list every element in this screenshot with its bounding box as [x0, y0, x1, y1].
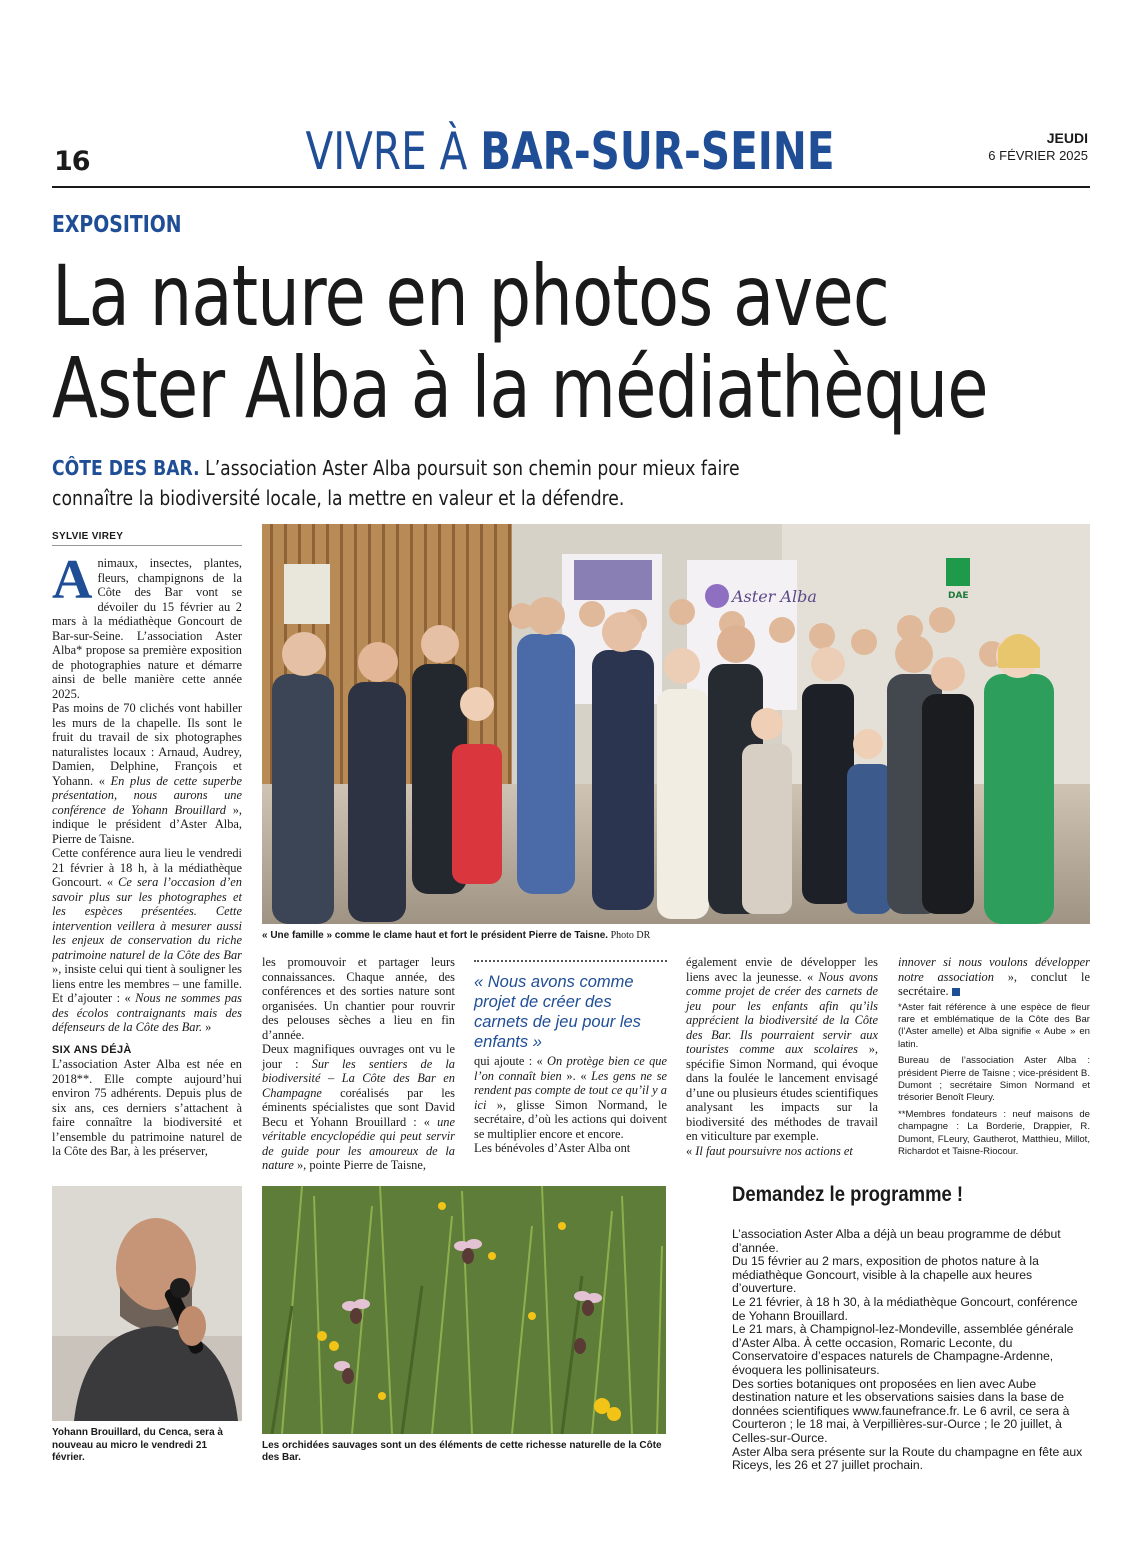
dae-sign: DAE: [948, 591, 969, 601]
paragraph: également envie de développer les liens avec la jeunesse. « Nous avons comme projet de créer des carnets de jeu pour les enfants afin qu’ils apprécient la biodiversité de la Côte des Bar. Ils pourraient servir aux touristes comme aux scolaires », spécifie Simon Normand, qui évoque dans la foulée le lancement envisagé d’une ou plusieurs études scientifiques analysant les impacts sur la biodiversité des méthodes de travail en viticulture par exemple.: [686, 955, 879, 1143]
masthead-section: VIVRE À: [305, 122, 468, 182]
speaker-photo-illustration: [52, 1186, 242, 1421]
photo-credit: Photo DR: [608, 930, 651, 941]
programme-item: Le 21 février, à 18 h 30, à la médiathèque Goncourt, conférence de Yohann Brouillard.: [732, 1294, 1078, 1323]
chapeau-kicker: CÔTE DES BAR.: [52, 456, 200, 480]
programme-item: Des sorties botaniques ont proposées en lien avec Aube destination nature et les observations saisies dans la base de données scientifiques www.faunefrance.fr. Le 6 avril, ce sera à Courteron ; le 18 mai, à Verpillières-sur-Ource ; le 20 juillet, à Celles-sur-Ource.: [732, 1376, 1070, 1445]
group-photo: [262, 524, 1090, 924]
subhead: SIX ANS DÉJÀ: [52, 1043, 132, 1056]
programme-item: Du 15 février au 2 mars, exposition de photos nature à la médiathèque Goncourt, visible à la chapelle aux heures d’ouverture.: [732, 1254, 1039, 1296]
issue-date: [960, 130, 1088, 164]
issue-full-date: 6 FÉVRIER 2025: [988, 148, 1088, 163]
dropcap: A: [52, 549, 93, 611]
paragraph: Cette conférence aura lieu le vendredi 21 février à 18 h, à la médiathèque Goncourt. « Ce sera l’occasion d’en savoir plus sur les photographes et les espèces présentées. Cette intervention veillera à mesurer aussi les enjeux de conservation du riche patrimoine naturel de la Côte des Bar », insiste celui qui tient à souligner les liens entre les membres – une famille. Et d’ajouter : « Nous ne sommes pas des écolos contraignants mais des défenseurs de la Côte des Bar. »: [52, 846, 242, 1034]
group-photo-illustration: [262, 524, 1090, 924]
rubric: EXPOSITION: [52, 212, 182, 238]
paragraph: innover si nous voulons développer notre association », conclut le secrétaire.: [898, 955, 1090, 998]
headline-line-1: La nature en photos avec: [52, 247, 890, 345]
issue-day: JEUDI: [1046, 130, 1088, 146]
banner-text: Aster Alba: [732, 587, 817, 606]
paragraph: qui ajoute : « On protège bien ce que l’on connaît bien ». « Les gens ne se rendent pas compte de tout ce qu’il y a ici », glisse Simon Normand, le secrétaire, d’où les actions qui doivent se multiplier encore et encore.: [474, 1054, 668, 1141]
programme-item: L’association Aster Alba a déjà un beau programme de début d’année.: [732, 1227, 1061, 1255]
programme-title: Demandez le programme !: [732, 1183, 964, 1206]
paragraph: Deux magnifiques ouvrages ont vu le jour : Sur les sentiers de la biodiversité – La Côte des Bar en Champagne coréalisés par les éminents spécialistes que sont David Becu et Yohann Brouillard : « une véritable encyclopédie qui peut servir de guide pour les amoureux de la nature », pointe Pierre de Taisne,: [262, 1042, 455, 1172]
pullquote: « Nous avons comme projet de créer des carnets de jeu pour les enfants »: [474, 973, 641, 1051]
paragraph: Pas moins de 70 clichés vont habiller les murs de la chapelle. Ils sont le fruit du travail de six photographes naturalistes locaux : Arnaud, Audrey, Damien, Delphine, François et Yohann. « En plus de cette superbe présentation, nous aurons une conférence de Yohann Brouillard », indique le président d’Aster Alba, Pierre de Taisne.: [52, 701, 242, 846]
footnotes: [898, 1002, 1090, 1159]
headline-line-2: Aster Alba à la médiathèque: [52, 339, 988, 437]
masthead: [125, 122, 1014, 182]
paragraph: L’association Aster Alba est née en 2018**. Elle compte aujourd’hui environ 75 adhérents. Depuis plus de six ans, ces derniers s’attachent à faire connaître la biodiversité et l’ensemble du patrimoine naturel de la Côte des Bar, à les préserver,: [52, 1057, 242, 1158]
article-column-4: [686, 955, 878, 1158]
headline: [52, 247, 988, 437]
pullquote-rule: [474, 960, 667, 962]
orchid-caption: Les orchidées sauvages sont un des éléments de cette richesse naturelle de la Côte des Bar.: [262, 1440, 662, 1463]
paragraph: Les bénévoles d’Aster Alba ont: [474, 1141, 631, 1155]
paragraph: « Il faut poursuivre nos actions et: [686, 1143, 853, 1158]
orchid-photo-illustration: [262, 1186, 666, 1434]
article-column-3: [474, 1054, 667, 1156]
header-rule: [52, 186, 1090, 188]
green-dress: [984, 674, 1054, 924]
footnote: **Membres fondateurs : neuf maisons de champagne : La Borderie, Drappier, R. Dumont, FLeury, Gautherot, Matthieu, Millot, Richardot et Taisne-Riocour.: [898, 1108, 1090, 1157]
footnote: *Aster fait référence à une espèce de fleur rare et emblématique de la Côte des Bar (l’Aster amelle) et Alba signifie « Aube » en latin.: [898, 1001, 1090, 1050]
article-column-5: [898, 955, 1090, 1162]
end-mark: [952, 988, 960, 996]
speaker-photo: [52, 1186, 242, 1421]
byline-rule: [52, 545, 242, 546]
article-column-1: [52, 549, 242, 1159]
speaker-caption: Yohann Brouillard, du Cenca, sera à nouveau au micro le vendredi 21 février.: [52, 1427, 223, 1463]
orchid-photo: [262, 1186, 666, 1434]
article-column-2: [262, 955, 455, 1173]
programme-item: Aster Alba sera présente sur la Route du champagne en fête aux Riceys, les 26 et 27 juillet prochain.: [732, 1444, 1083, 1473]
paragraph: les promouvoir et partager leurs connaissances. Chaque année, des conférences et des sorties nature sont organisées. Un chantier pour rouvrir des pelouses sèches a lieu en fin d’année.: [262, 955, 455, 1042]
group-photo-caption: [262, 930, 1090, 942]
red-jacket: [452, 744, 502, 884]
programme-list: [732, 1228, 1087, 1473]
footnote: Bureau de l’association Aster Alba : président Pierre de Taisne ; vice-président B. Dumont ; secrétaire Simon Normand et trésorier Benoît Fleury.: [898, 1055, 1090, 1104]
chapeau: [52, 453, 826, 513]
masthead-town: BAR-SUR-SEINE: [480, 122, 835, 182]
paragraph: Animaux, insectes, plantes, fleurs, champignons de la Côte des Bar vont se dévoiler du 15 février au 2 mars à la médiathèque Goncourt de Bar-sur-Seine. L’association Aster Alba* propose sa première exposition de photographies nature et démarre ainsi de belle manière cette année 2025.: [52, 549, 242, 701]
byline: SYLVIE VIREY: [52, 531, 124, 542]
caption-text: « Une famille » comme le clame haut et fort le président Pierre de Taisne.: [262, 930, 609, 941]
page-number: 16: [54, 146, 90, 177]
programme-item: Le 21 mars, à Champignol-lez-Mondeville, assemblée générale d’Aster Alba. À cette occasion, Romaric Leconte, du Conservatoire d’espaces naturels de Champagne-Ardenne, évoquera les pollinisateurs.: [732, 1322, 1074, 1377]
chapeau-text: L’association Aster Alba poursuit son chemin pour mieux faire connaître la biodiversité locale, la mettre en valeur et la défendre.: [52, 456, 740, 510]
